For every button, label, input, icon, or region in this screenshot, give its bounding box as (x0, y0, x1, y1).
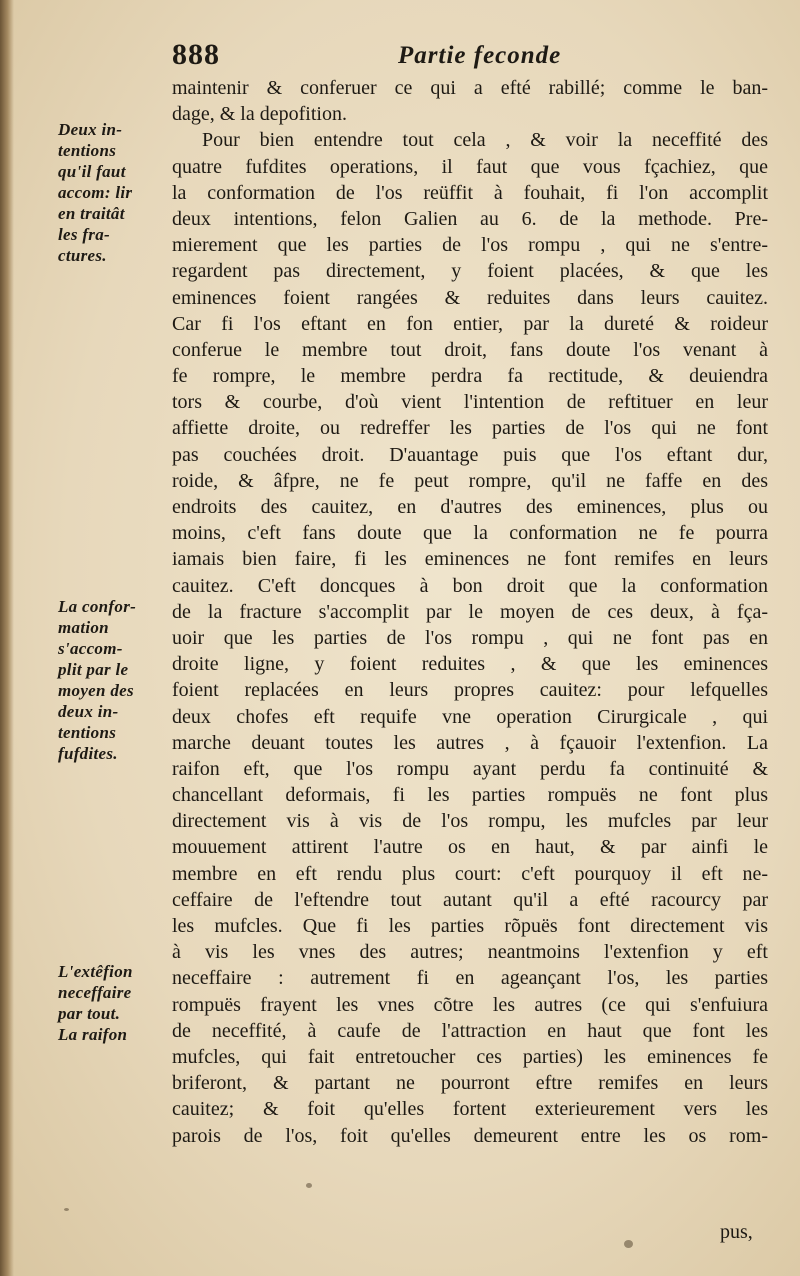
sidenote-line: La raifon (58, 1025, 128, 1044)
sidenote-line: plit par le (58, 660, 129, 679)
text-line: iamais bien faire, fi les eminences ne font remifes en leurs (172, 548, 768, 571)
text-line: marche deuant toutes les autres , à fçauoir l'extenfion. La (172, 731, 768, 754)
ink-speck (624, 1240, 633, 1248)
body-text (172, 75, 768, 1149)
text-line: raifon eft, que l'os rompu ayant perdu fa continuité & (172, 757, 768, 780)
text-line: affiette droite, ou redreffer les parties de l'os qui ne font (172, 417, 768, 440)
sidenote-line: mation (58, 618, 109, 637)
ink-speck (64, 1208, 69, 1211)
sidenote-line: ctures. (58, 246, 107, 265)
text-line: parois de l'os, foit qu'elles demeurent entre les os rom- (172, 1124, 768, 1147)
text-line: deux intentions, felon Galien au 6. de la methode. Pre- (172, 207, 768, 230)
text-line: fe rompre, le membre perdra fa rectitude, & deuiendra (172, 365, 768, 388)
sidenote-line: moyen des (58, 681, 134, 700)
sidenote-line: tentions (58, 141, 117, 160)
text-line: uoir que les parties de l'os rompu , qui ne font pas en (172, 626, 768, 649)
binding-gutter (0, 0, 14, 1276)
text-line: directement vis à vis de l'os rompu, les mufcles par leur (172, 810, 768, 833)
sidenote-deux-intentions (58, 119, 168, 266)
text-line: tors & courbe, d'où vient l'intention de reftituer en leur (172, 391, 768, 414)
text-line: eminences foient rangées & reduites dans leurs cauitez. (172, 286, 768, 309)
text-line: droite ligne, y foient reduites , & que les eminences (172, 653, 768, 676)
sidenote-line: L'extêfion (58, 962, 133, 981)
text-line: Pour bien entendre tout cela , & voir la neceffité des (202, 129, 768, 152)
text-line: mierement que les parties de l'os rompu , qui ne s'entre- (172, 234, 768, 257)
sidenote-line: fufdites. (58, 744, 118, 763)
text-line: pas couchées droit. D'auantage puis que l'os eftant dur, (172, 443, 768, 466)
sidenote-line: deux in- (58, 702, 119, 721)
sidenote-line: par tout. (58, 1004, 121, 1023)
text-line: quatre fufdites operations, il faut que vous fçachiez, que (172, 155, 768, 178)
text-line: roide, & âfpre, ne fe peut rompre, qu'il ne faffe en des (172, 469, 768, 492)
text-line: rompuës frayent les vnes cõtre les autres (ce qui s'enfuiura (172, 993, 768, 1016)
sidenote-l-extension (58, 961, 168, 1045)
text-line: de la fracture s'accomplit par le moyen de ces deux, à fça- (172, 600, 768, 623)
sidenote-line: Deux in- (58, 120, 123, 139)
text-line: regardent pas directement, y foient placées, & que les (172, 260, 768, 283)
sidenote-line: qu'il faut (58, 162, 126, 181)
running-title: Partie feconde (398, 42, 562, 69)
text-line: mouuement attirent l'autre os en haut, & par ainfi le (172, 836, 768, 859)
text-line: neceffaire : autrement fi en ageançant l'os, les parties (172, 967, 768, 990)
sidenote-line: en traitât (58, 204, 125, 223)
text-line: maintenir & conferuer ce qui a efté rabillé; comme le ban- (172, 77, 768, 99)
text-line: dage, & la depofition. (172, 103, 347, 126)
text-line: foient replacées en leurs propres cauitez: pour lefquelles (172, 679, 768, 702)
text-line: cauitez; & foit qu'elles fortent exterieurement vers les (172, 1098, 768, 1121)
sidenote-line: tentions (58, 723, 117, 742)
text-line: briferont, & partant ne pourront eftre remifes en leurs (172, 1072, 768, 1095)
text-line: les mufcles. Que fi les parties rõpuës font directement vis (172, 915, 768, 937)
text-line: deux chofes eft requife vne operation Cirurgicale , qui (172, 705, 768, 728)
text-line: moins, c'eft fans doute que la conformation ne fe pourra (172, 522, 768, 545)
sidenote-la-conformation (58, 596, 168, 764)
sidenote-line: s'accom- (58, 639, 123, 658)
sidenote-line: neceffaire (58, 983, 132, 1002)
sidenote-line: les fra- (58, 225, 110, 244)
sidenote-line: accom: lir (58, 183, 133, 202)
text-line: cauitez. C'eft doncques à bon droit que la conformation (172, 574, 768, 597)
text-line: Car fi l'os eftant en fon entier, par la dureté & roideur (172, 312, 768, 335)
text-line: à vis les vnes des autres; neantmoins l'extenfion y eft (172, 941, 768, 964)
text-line: mufcles, qui fait entretoucher ces parties) les eminences fe (172, 1045, 768, 1068)
sidenote-line: La confor- (58, 597, 137, 616)
text-line: membre en eft rendu plus court: c'eft pourquoy il eft ne- (172, 862, 768, 885)
page-header (0, 38, 800, 78)
text-line: de neceffité, à caufe de l'attraction en haut que font les (172, 1019, 768, 1042)
text-line: la conformation de l'os reüffit à fouhait, fi l'on accomplit (172, 181, 768, 204)
page-number: 888 (172, 38, 220, 71)
text-line: ceffaire de l'eftendre tout autant qu'il a efté racourcy par (172, 888, 768, 911)
ink-speck (306, 1183, 312, 1188)
text-line: endroits des cauitez, en d'autres des eminences, plus ou (172, 496, 768, 518)
text-line: chancellant deformais, fi les parties rompuës ne font plus (172, 784, 768, 807)
catchword: pus, (720, 1221, 753, 1243)
text-line: conferue le membre tout droit, fans doute l'os venant à (172, 338, 768, 361)
